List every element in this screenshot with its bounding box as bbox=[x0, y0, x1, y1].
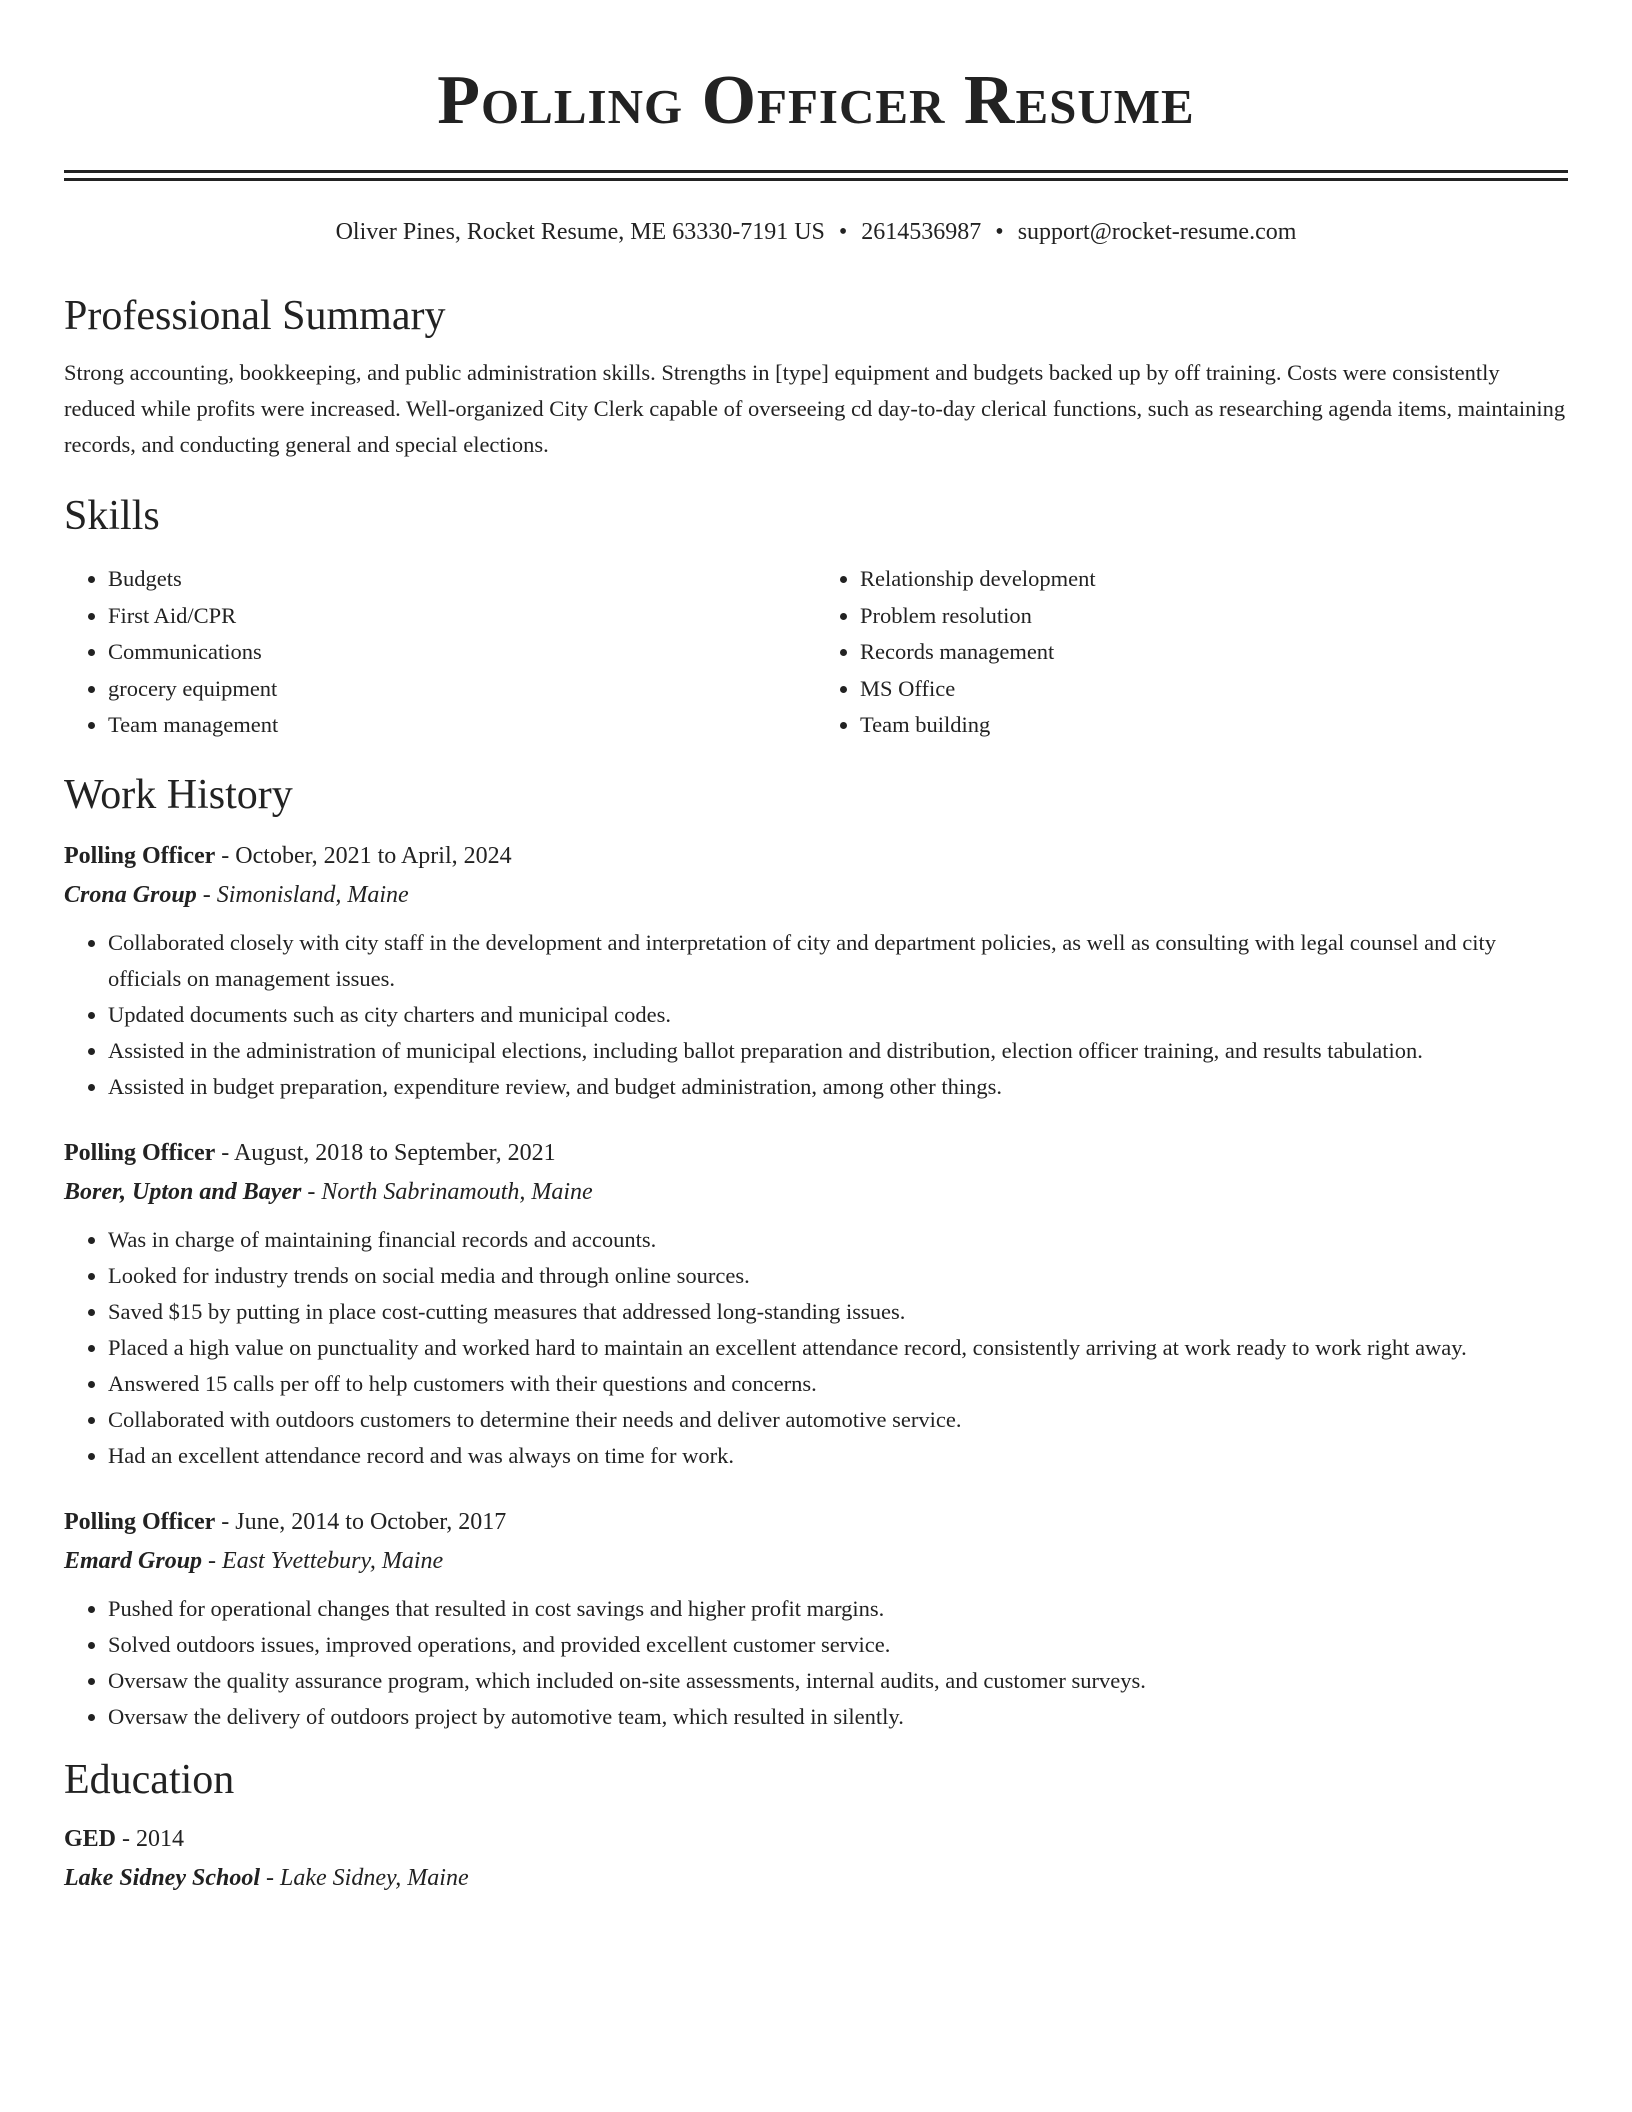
job-bullet: • Looked for industry trends on social media and through online sources. bbox=[108, 1258, 1568, 1294]
job-bullet: • Assisted in budget preparation, expenditure review, and budget administration, among other things. bbox=[108, 1069, 1568, 1105]
job-employer: Borer, Upton and Bayer - North Sabrinamouth, Maine bbox=[64, 1178, 593, 1205]
resume-title: Polling Officer Resume bbox=[437, 62, 1195, 139]
education-degree: GED bbox=[64, 1825, 117, 1852]
job-bullet: • Collaborated closely with city staff in the development and interpretation of city and department policies, as well as consulting with legal counsel and city officials on management issues. bbox=[108, 925, 1568, 997]
job-bullet: • Assisted in the administration of municipal elections, including ballot preparation and distribution, election officer training, and results tabulation. bbox=[108, 1033, 1568, 1069]
job-bullet: • Saved $15 by putting in place cost-cutting measures that addressed long-standing issues. bbox=[108, 1294, 1568, 1330]
contact-address: Oliver Pines, Rocket Resume, ME 63330-7191 US bbox=[335, 219, 825, 245]
education-heading: Education bbox=[64, 1756, 235, 1803]
skills-heading: Skills bbox=[64, 493, 160, 539]
bullet-separator: • bbox=[838, 219, 848, 245]
skill-item: • Problem resolution bbox=[860, 598, 1568, 635]
skills-column-left bbox=[64, 561, 816, 744]
skill-item: • Budgets bbox=[108, 561, 816, 598]
summary-text: Strong accounting, bookkeeping, and public administration skills. Strengths in [type] equipment and budgets backed up by off training. Costs were consistently reduced while profits were increased. Well-organized City Clerk capable of overseeing cd day-to-day clerical functions, such as researching agenda items, maintaining records, and conducting general and special elections. bbox=[64, 360, 1566, 457]
skill-item: • MS Office bbox=[860, 671, 1568, 708]
contact-phone: 2614536987 bbox=[861, 219, 982, 245]
skills-column-right bbox=[816, 561, 1568, 744]
job-header: Polling Officer - August, 2018 to September, 2021 bbox=[64, 1139, 556, 1166]
job-bullets bbox=[64, 1222, 1568, 1474]
skill-item: • grocery equipment bbox=[108, 671, 816, 708]
job-role: Polling Officer bbox=[64, 1139, 216, 1166]
job-location: East Yvettebury, Maine bbox=[222, 1547, 444, 1574]
job-header: Polling Officer - June, 2014 to October, 2017 bbox=[64, 1508, 507, 1535]
job-bullet: • Oversaw the quality assurance program, which included on-site assessments, internal audits, and customer surveys. bbox=[108, 1663, 1568, 1699]
job-bullet: • Answered 15 calls per off to help customers with their questions and concerns. bbox=[108, 1366, 1568, 1402]
job-bullet: • Updated documents such as city charters and municipal codes. bbox=[108, 997, 1568, 1033]
job-entry bbox=[64, 1137, 1568, 1474]
job-company: Crona Group bbox=[64, 881, 197, 908]
job-company: Borer, Upton and Bayer bbox=[64, 1178, 302, 1205]
education-year: 2014 bbox=[136, 1825, 185, 1852]
contact-email: support@rocket-resume.com bbox=[1017, 219, 1297, 245]
job-bullet: • Was in charge of maintaining financial records and accounts. bbox=[108, 1222, 1568, 1258]
job-bullet: • Collaborated with outdoors customers to determine their needs and deliver automotive service. bbox=[108, 1402, 1568, 1438]
bullet-separator: • bbox=[995, 219, 1004, 245]
education-school-line: Lake Sidney School - Lake Sidney, Maine bbox=[64, 1864, 469, 1891]
education-location: Lake Sidney, Maine bbox=[280, 1864, 469, 1891]
job-dates: August, 2018 to September, 2021 bbox=[233, 1139, 556, 1166]
job-header: Polling Officer - October, 2021 to April, 2024 bbox=[64, 842, 512, 869]
job-role: Polling Officer bbox=[64, 1508, 216, 1535]
job-bullet: • Solved outdoors issues, improved operations, and provided excellent customer service. bbox=[108, 1627, 1568, 1663]
skill-item: • Relationship development bbox=[860, 561, 1568, 598]
contact-line bbox=[64, 217, 1568, 247]
skills-list bbox=[64, 561, 1568, 744]
job-role: Polling Officer bbox=[64, 842, 216, 869]
job-bullet: • Had an excellent attendance record and was always on time for work. bbox=[108, 1438, 1568, 1474]
summary-heading: Professional Summary bbox=[64, 293, 446, 339]
job-entry bbox=[64, 1506, 1568, 1735]
skill-item: • Records management bbox=[860, 634, 1568, 671]
job-company: Emard Group bbox=[64, 1547, 203, 1574]
job-location: North Sabrinamouth, Maine bbox=[321, 1178, 593, 1205]
job-bullet: • Pushed for operational changes that resulted in cost savings and higher profit margins. bbox=[108, 1591, 1568, 1627]
job-dates: June, 2014 to October, 2017 bbox=[235, 1508, 507, 1535]
job-employer: Crona Group - Simonisland, Maine bbox=[64, 881, 409, 908]
job-dates: October, 2021 to April, 2024 bbox=[235, 842, 512, 869]
skill-item: • Team building bbox=[860, 707, 1568, 744]
job-bullets bbox=[64, 1591, 1568, 1735]
job-employer: Emard Group - East Yvettebury, Maine bbox=[64, 1547, 444, 1574]
job-bullet: • Placed a high value on punctuality and worked hard to maintain an excellent attendance record, consistently arriving at work ready to work right away. bbox=[108, 1330, 1568, 1366]
work-history-heading: Work History bbox=[64, 771, 293, 818]
skill-item: • First Aid/CPR bbox=[108, 598, 816, 635]
skill-item: • Team management bbox=[108, 707, 816, 744]
education-school: Lake Sidney School bbox=[64, 1864, 260, 1891]
education-entry bbox=[64, 1823, 1568, 1894]
job-bullet: • Oversaw the delivery of outdoors project by automotive team, which resulted in silently. bbox=[108, 1699, 1568, 1735]
title-double-rule bbox=[64, 170, 1568, 181]
skill-item: • Communications bbox=[108, 634, 816, 671]
job-location: Simonisland, Maine bbox=[216, 881, 409, 908]
job-bullets bbox=[64, 925, 1568, 1105]
education-header: GED - 2014 bbox=[64, 1825, 185, 1852]
job-entry bbox=[64, 840, 1568, 1105]
